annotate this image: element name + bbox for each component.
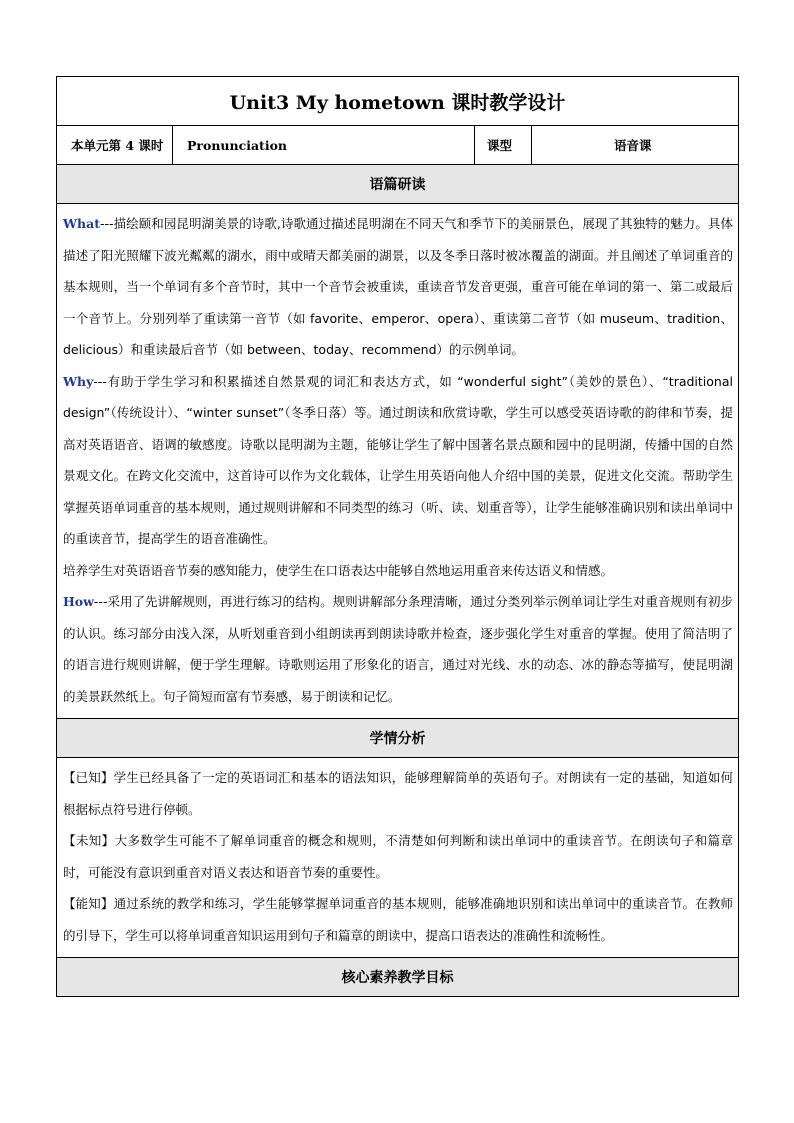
known-paragraph: 【已知】学生已经具备了一定的英语词汇和基本的语法知识，能够理解简单的英语句子。对朗读有一定的基础，知道如何根据标点符号进行停顿。: [63, 770, 733, 817]
learner-analysis-content: [57, 758, 739, 958]
why-label: Why: [63, 373, 94, 389]
lesson-number: 本单元第 4 课时: [57, 126, 173, 165]
title-row: [57, 77, 739, 126]
what-label: What: [63, 216, 100, 231]
why-text: ---有助于学生学习和积累描述自然景观的词汇和表达方式，如 “wonderful sight”（美妙的景色）、“traditional design”（传统设计）、“winter sunset”（冬季日落）等。通过朗读和欣赏诗歌，学生可以感受英语诗歌的韵律和节奏，提高对英语语音、语调的敏感度。诗歌以昆明湖为主题，能够让学生了解中国著名景点颐和园中的昆明湖，传播中国的自然景观文化。在跨文化交流中，这首诗可以作为文化载体，让学生用英语向他人介绍中国的美景，促进文化交流。帮助学生掌握英语单词重音的基本规则，通过规则讲解和不同类型的练习（听、读、划重音等），让学生能够准确识别和读出单词中的重读音节，提高学生的语音准确性。: [63, 373, 733, 546]
learner-analysis-body-row: [57, 758, 739, 958]
how-paragraph: [63, 586, 733, 712]
text-study-heading-row: [57, 165, 739, 204]
lesson-plan-table: [56, 76, 739, 997]
learner-analysis-heading-row: [57, 719, 739, 758]
section-heading-learner-analysis: 学情分析: [57, 719, 739, 758]
unknown-paragraph: 【未知】大多数学生可能不了解单词重音的概念和规则，不清楚如何判断和读出单词中的重读音节。在朗读句子和篇章时，可能没有意识到重音对语义表达和语音节奏的重要性。: [63, 833, 733, 880]
text-study-body-row: [57, 204, 739, 719]
text-study-content: [57, 204, 739, 719]
how-label: How: [63, 594, 94, 609]
section-heading-text-study: 语篇研读: [57, 165, 739, 204]
section-heading-core-goals: 核心素养教学目标: [57, 958, 739, 997]
why-paragraph: [63, 366, 733, 555]
why-extra-paragraph: 培养学生对英语语音节奏的感知能力，使学生在口语表达中能够自然地运用重音来传达语义和情感。: [63, 562, 614, 578]
lesson-type-label: 课型: [475, 126, 532, 165]
lesson-type-value: 语音课: [532, 126, 739, 165]
how-text: ---采用了先讲解规则，再进行练习的结构。规则讲解部分条理清晰，通过分类列举示例单词让学生对重音规则有初步的认识。练习部分由浅入深，从听划重音到小组朗读再到朗读诗歌并检查，逐步强化学生对重音的掌握。使用了简洁明了的语言进行规则讲解，便于学生理解。诗歌则运用了形象化的语言，通过对光线、水的动态、冰的静态等描写，使昆明湖的美景跃然纸上。句子简短而富有节奏感，易于朗读和记忆。: [63, 594, 733, 704]
lesson-topic: Pronunciation: [173, 126, 475, 165]
document-title: Unit3 My hometown 课时教学设计: [57, 77, 739, 126]
what-text: ---描绘颐和园昆明湖美景的诗歌,诗歌通过描述昆明湖在不同天气和季节下的美丽景色，展现了其独特的魅力。具体描述了阳光照耀下波光粼粼的湖水，雨中或晴天都美丽的湖景，以及冬季日落时被冰覆盖的湖面。并且阐述了单词重音的基本规则，当一个单词有多个音节时，其中一个音节会被重读，重读音节发音更强，重音可能在单词的第一、第二或最后一个音节上。分别列举了重读第一音节（如 favorite、emperor、opera）、重读第二音节（如 museum、tradition、delicious）和重读最后音节（如 between、today、recommend）的示例单词。: [63, 216, 733, 357]
core-goals-heading-row: [57, 958, 739, 997]
meta-row: [57, 126, 739, 165]
what-paragraph: [63, 208, 733, 366]
able-paragraph: 【能知】通过系统的教学和练习，学生能够掌握单词重音的基本规则，能够准确地识别和读出单词中的重读音节。在教师的引导下，学生可以将单词重音知识运用到句子和篇章的朗读中，提高口语表达的准确性和流畅性。: [63, 896, 733, 943]
